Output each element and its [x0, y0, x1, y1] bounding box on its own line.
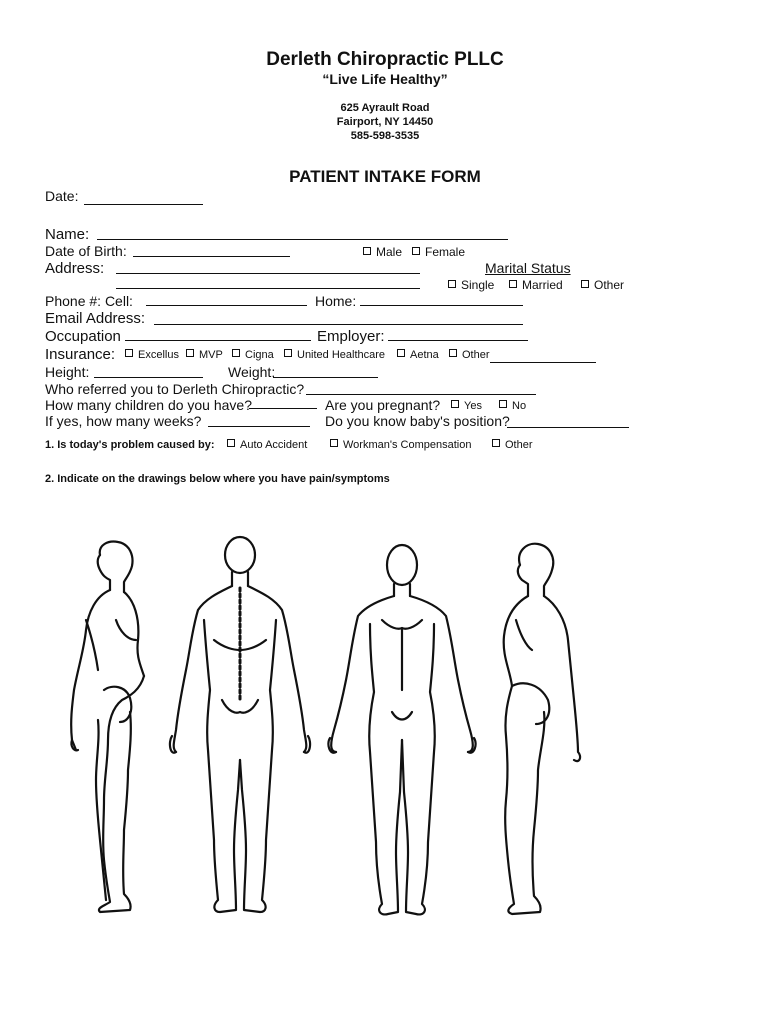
figure-side-right[interactable]	[504, 544, 580, 914]
cause-other-label: Other	[505, 439, 533, 451]
dob-label: Date of Birth:	[45, 243, 127, 259]
cigna-label: Cigna	[245, 349, 274, 361]
auto-accident-label: Auto Accident	[240, 439, 308, 451]
email-label: Email Address:	[45, 310, 146, 327]
street-address: 625 Ayrault Road	[340, 102, 430, 114]
address-label: Address:	[45, 260, 105, 277]
united-label: United Healthcare	[297, 349, 386, 361]
occupation-label: Occupation	[45, 328, 121, 345]
married-label: Married	[522, 278, 563, 292]
marital-other-label: Other	[594, 278, 625, 292]
children-label: How many children do you have?	[45, 397, 253, 413]
date-label: Date:	[45, 188, 79, 204]
home-phone-label: Home:	[315, 293, 357, 309]
employer-label: Employer:	[317, 328, 385, 345]
city-address: Fairport, NY 14450	[336, 116, 434, 128]
clinic-name: Derleth Chiropractic PLLC	[266, 49, 504, 70]
figure-back[interactable]	[170, 537, 310, 912]
height-label: Height:	[45, 364, 90, 380]
excellus-label: Excellus	[138, 349, 179, 361]
mvp-label: MVP	[199, 349, 223, 361]
referred-label: Who referred you to Derleth Chiropractic?	[45, 381, 305, 397]
pregnant-no-label: No	[512, 400, 527, 412]
workmans-comp-label: Workman's Compensation	[343, 439, 472, 451]
clinic-phone: 585-598-3535	[350, 130, 420, 142]
cell-phone-label: Phone #: Cell:	[45, 293, 133, 309]
weight-label: Weight:	[228, 364, 276, 380]
pregnant-yes-label: Yes	[464, 400, 482, 412]
tagline: “Live Life Healthy”	[322, 71, 448, 87]
name-label: Name:	[45, 226, 90, 243]
marital-status-heading: Marital Status	[485, 260, 571, 276]
figure-side-left[interactable]	[71, 542, 144, 912]
baby-position-label: Do you know baby's position?	[325, 413, 510, 429]
question-2-label: 2. Indicate on the drawings below where you have pain/symptoms	[45, 473, 390, 485]
aetna-label: Aetna	[410, 349, 439, 361]
single-label: Single	[461, 278, 495, 292]
form-title: PATIENT INTAKE FORM	[289, 167, 481, 186]
figure-front[interactable]	[328, 545, 475, 914]
male-label: Male	[376, 245, 403, 259]
female-label: Female	[425, 245, 466, 259]
insurance-other-label: Other	[462, 349, 490, 361]
pregnant-label: Are you pregnant?	[325, 397, 441, 413]
weeks-label: If yes, how many weeks?	[45, 413, 202, 429]
insurance-label: Insurance:	[45, 346, 116, 363]
question-1-label: 1. Is today's problem caused by:	[45, 439, 215, 451]
